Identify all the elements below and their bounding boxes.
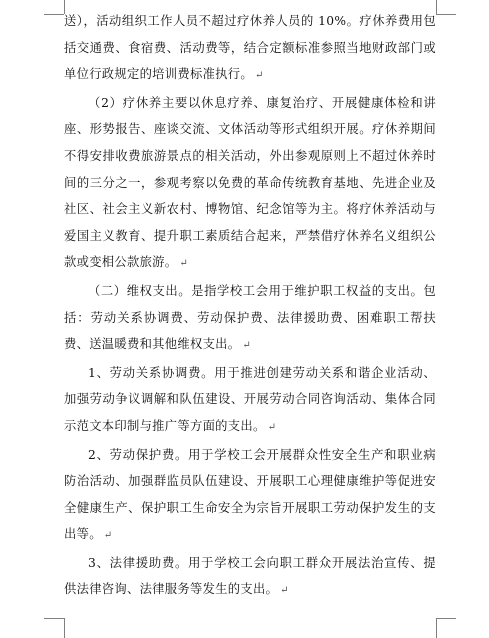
paragraph-3	[64, 278, 436, 360]
paragraph-1	[64, 8, 436, 90]
paragraph-6	[64, 550, 436, 605]
paragraph-mark-icon: ↵	[179, 258, 189, 270]
crop-mark-bottom-left-vertical	[64, 618, 65, 638]
paragraph-4	[64, 360, 436, 442]
paragraph-5	[64, 442, 436, 550]
crop-mark-top-right-horizontal	[436, 14, 456, 15]
paragraph-mark-icon: ↵	[280, 585, 289, 597]
paragraph-2	[64, 90, 436, 278]
crop-mark-top-right-vertical	[436, 0, 437, 14]
paragraph-6-text: 3、法律援助费。用于学校工会向职工群众开展法治宣传、提供法律咨询、法律服务等发生的支出。	[64, 555, 436, 597]
paragraph-2-text: （2）疗休养主要以休息疗养、康复治疗、开展健康体检和讲座、形势报告、座谈交流、文体活动等形式组织开展。疗休养期间不得安排收费旅游景点的相关活动，外出参观原则上不超过休养时间的三分之一，参观考察以免费的革命传统教育基地、先进企业及社区、社会主义新农村、博物馆、纪念馆等为主。将疗休养活动与爱国主义教育、提升职工素质结合起来，严禁借疗休养名义组织公款或变相公款旅游。	[64, 95, 436, 270]
crop-mark-bottom-right-horizontal	[436, 618, 456, 619]
paragraph-mark-icon: ↵	[242, 340, 252, 352]
paragraph-4-text: 1、劳动关系协调费。用于推进创建劳动关系和谐企业活动、加强劳动争议调解和队伍建设、开展劳动合同咨询活动、集体合同示范文本印制与推广等方面的支出。	[64, 365, 436, 433]
crop-mark-top-left-horizontal	[44, 14, 64, 15]
document-body	[64, 8, 436, 605]
paragraph-3-text: （二）维权支出。是指学校工会用于维护职工权益的支出。包括：劳动关系协调费、劳动保护费、法律援助费、困难职工帮扶费、送温暖费和其他维权支出。	[64, 283, 436, 352]
crop-mark-bottom-left-horizontal	[44, 618, 64, 619]
paragraph-mark-icon: ↵	[254, 70, 264, 82]
paragraph-mark-icon: ↵	[103, 530, 113, 542]
paragraph-mark-icon: ↵	[267, 421, 277, 433]
paragraph-1-text: 送），活动组织工作人员不超过疗休养人员的 10%。疗休养费用包括交通费、食宿费、活动费等，结合定额标准参照当地财政部门或单位行政规定的培训费标准执行。	[64, 14, 436, 82]
paragraph-5-text: 2、劳动保护费。用于学校工会开展群众性安全生产和职业病防治活动、加强群监员队伍建设、开展职工心理健康维护等促进安全健康生产、保护职工生命安全为宗旨开展职工劳动保护发生的支出等。	[64, 447, 436, 542]
crop-mark-bottom-right-vertical	[436, 618, 437, 638]
